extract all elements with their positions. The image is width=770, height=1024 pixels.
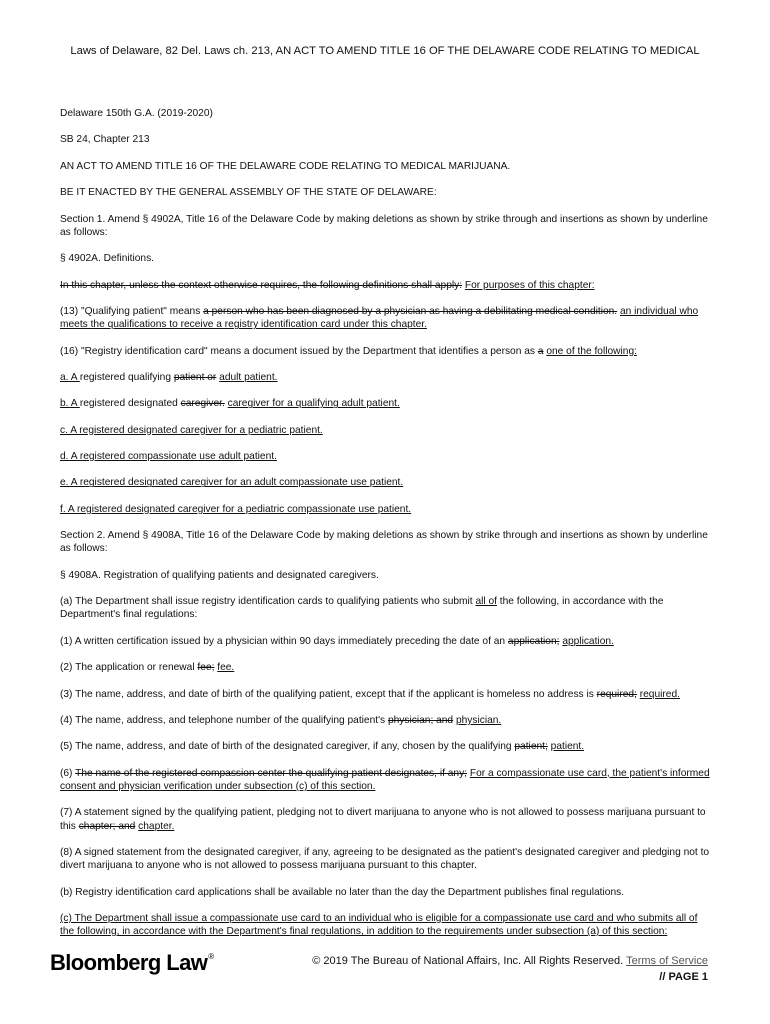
page-header: Laws of Delaware, 82 Del. Laws ch. 213, AN ACT TO AMEND TITLE 16 OF THE DELAWARE CODE RELATING TO MEDICAL	[70, 45, 700, 57]
document-body	[60, 107, 712, 952]
inserted-text: one of the following:	[546, 345, 637, 357]
inserted-text: physician.	[455, 715, 502, 727]
paragraph	[60, 714, 712, 727]
text-run: (5) The name, address, and date of birth of the designated caregiver, if any, chosen by the qualifying	[60, 741, 515, 753]
paragraph	[60, 371, 712, 384]
deleted-text: In this chapter, unless the context otherwise requires, the following definitions shall apply:	[60, 279, 463, 291]
paragraph	[60, 529, 712, 555]
text-run: (13) "Qualifying patient" means	[60, 305, 204, 317]
text-run: (6)	[60, 767, 76, 779]
inserted-text: For a compassionate use card, the patient's informed consent and physician verification under subsection (c) of this section.	[60, 767, 710, 792]
paragraph	[60, 186, 712, 199]
text-run: the following, in accordance with the Department's final regulations:	[60, 596, 664, 621]
inserted-text: fee.	[217, 662, 235, 674]
paragraph	[60, 133, 712, 146]
logo-text: Bloomberg Law	[50, 950, 208, 975]
text-run: (16) "Registry identification card" means a document issued by the Department that identifies a person as	[60, 345, 538, 357]
inserted-text: (c) The Department shall issue a compassionate use card to an individual who is eligible for a compassionate use card and who submits all of the following, in accordance with the Department's final regulations, in addition to the requirements under subsection (a) of this section:	[60, 912, 698, 938]
inserted-text: For purposes of this chapter:	[464, 279, 595, 291]
inserted-text: an individual who meets the qualifications to receive a registry identification card under this chapter.	[60, 305, 699, 331]
inserted-text: chapter.	[138, 820, 175, 832]
deleted-text: application;	[507, 635, 560, 647]
deleted-text: The name of the registered compassion center the qualifying patient designates, if any;	[75, 767, 467, 779]
text-run: registered qualifying	[79, 371, 174, 383]
paragraph	[60, 569, 712, 582]
inserted-text: adult patient.	[219, 371, 278, 383]
text-run: (1) A written certification issued by a physician within 90 days immediately preceding the date of an	[60, 635, 508, 647]
deleted-text: patient or	[173, 371, 217, 383]
inserted-text: caregiver for a qualifying adult patient.	[227, 398, 400, 410]
text-run: SB 24, Chapter 213	[60, 134, 150, 146]
paragraph	[60, 846, 712, 872]
copyright-text: © 2019 The Bureau of National Affairs, Inc. All Rights Reserved.	[312, 955, 624, 967]
text-run: (8) A signed statement from the designated caregiver, if any, agreeing to be designated as the patient's designated caregiver and pledging not to divert marijuana to anyone who is not allowed to possess marijuana pursuant to this chapter.	[60, 846, 710, 872]
text-run: Delaware 150th G.A. (2019-2020)	[60, 108, 213, 119]
paragraph	[60, 767, 712, 793]
deleted-text: chapter; and	[78, 820, 136, 832]
registered-mark: ®	[208, 952, 214, 961]
paragraph	[60, 160, 712, 173]
paragraph	[60, 476, 712, 489]
text-run: (7) A statement signed by the qualifying patient, pledging not to divert marijuana to anyone who is not allowed to possess marijuana pursuant to this	[60, 807, 706, 832]
inserted-text: a. A	[60, 371, 80, 383]
paragraph	[60, 424, 712, 437]
page-number: // PAGE 1	[659, 971, 708, 983]
text-run: § 4902A. Definitions.	[60, 253, 155, 265]
paragraph	[60, 450, 712, 463]
inserted-text: e. A registered designated caregiver for an adult compassionate use patient.	[60, 477, 404, 489]
paragraph	[60, 661, 712, 674]
deleted-text: fee;	[197, 662, 215, 674]
deleted-text: a person who has been diagnosed by a physician as having a debilitating medical condition.	[203, 305, 618, 317]
deleted-text: required;	[596, 688, 637, 700]
deleted-text: caregiver.	[180, 398, 225, 410]
footer-copyright	[312, 955, 708, 967]
paragraph	[60, 688, 712, 701]
text-run: (a) The Department shall issue registry identification cards to qualifying patients who submit	[60, 596, 476, 608]
paragraph	[60, 595, 712, 621]
paragraph	[60, 635, 712, 648]
text-run: (b) Registry identification card applications shall be available no later than the day the Department publishes final regulations.	[60, 886, 625, 898]
paragraph	[60, 345, 712, 358]
text-run: Section 2. Amend § 4908A, Title 16 of the Delaware Code by making deletions as shown by strike through and insertions as shown by underline as follows:	[60, 530, 708, 555]
paragraph	[60, 503, 712, 516]
paragraph	[60, 305, 712, 331]
text-run: BE IT ENACTED BY THE GENERAL ASSEMBLY OF THE STATE OF DELAWARE:	[60, 187, 437, 199]
paragraph	[60, 397, 712, 410]
bloomberg-law-logo	[50, 950, 214, 976]
paragraph	[60, 252, 712, 265]
text-run: § 4908A. Registration of qualifying patients and designated caregivers.	[60, 569, 379, 581]
text-run: (3) The name, address, and date of birth of the qualifying patient, except that if the applicant is homeless no address is	[60, 688, 597, 700]
paragraph	[60, 107, 712, 120]
inserted-text: d. A registered compassionate use adult patient.	[60, 451, 277, 463]
text-run: Section 1. Amend § 4902A, Title 16 of the Delaware Code by making deletions as shown by strike through and insertions as shown by underline as follows:	[60, 213, 708, 238]
paragraph	[60, 279, 712, 292]
text-run: (4) The name, address, and telephone number of the qualifying patient's	[60, 715, 388, 727]
inserted-text: f. A registered designated caregiver for a pediatric compassionate use patient.	[60, 503, 412, 515]
paragraph	[60, 806, 712, 832]
text-run: registered designated	[79, 398, 181, 410]
paragraph	[60, 213, 712, 239]
text-run: AN ACT TO AMEND TITLE 16 OF THE DELAWARE CODE RELATING TO MEDICAL MARIJUANA.	[60, 160, 511, 172]
paragraph	[60, 886, 712, 899]
inserted-text: application.	[562, 635, 614, 647]
inserted-text: required.	[639, 688, 680, 700]
deleted-text: physician; and	[387, 715, 454, 727]
paragraph	[60, 740, 712, 753]
deleted-text: patient;	[514, 741, 548, 753]
inserted-text: patient.	[550, 741, 585, 753]
text-run: (2) The application or renewal	[60, 662, 198, 674]
terms-of-service-link[interactable]: Terms of Service	[626, 955, 708, 967]
deleted-text: a	[537, 345, 544, 357]
paragraph	[60, 912, 712, 938]
inserted-text: c. A registered designated caregiver for a pediatric patient.	[60, 424, 323, 436]
inserted-text: all of	[475, 596, 497, 608]
inserted-text: b. A	[60, 398, 80, 410]
